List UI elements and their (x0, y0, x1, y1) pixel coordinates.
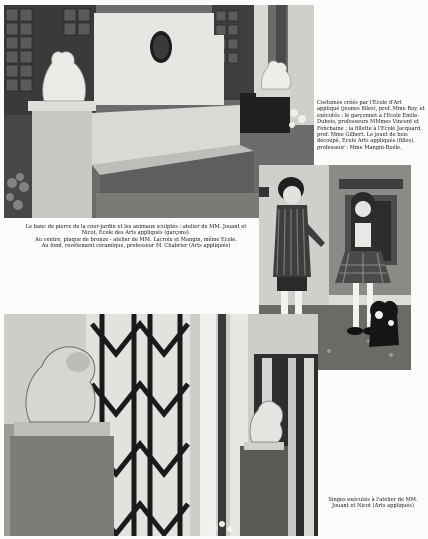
caption-bench-line-3: Au fond, revêtement céramique, professeur M. Chabrier (Arts appliqués) (41, 243, 231, 250)
caption-bench-line-2: Au centre, plaque de bronze - atelier de MM. Lacroix et Mangin, même Ecole. (35, 236, 237, 243)
caption-costumes: Costumes créés par l'Ecole d'Art appliqué (jeunes filles), prof. Mme Roy, et exécutés : le garçonnet à l'Ecole Emile-Dubois, professeurs MMmes Vincent et Fonchaine ; la fillette à l'Ecole Jacquard, prof. Mme Gilbert. Le jouet de bois découpé, Ecole Arts appliqués (filles), professeur : Mme Mangin-Boéle. (317, 100, 425, 151)
caption-bench-line-1: Le banc de pierre de la cour-jardin et les animaux sculptés : atelier de MM. Jouant et Nicot, Ecole des Arts appliqués (garçons). (25, 224, 247, 237)
monkeys-illustration (4, 314, 318, 536)
photo-monkey-sculptures (4, 314, 318, 536)
caption-monkeys: Singes exécutés à l'atelier de MM. Jouant et Nicot (Arts appliqués) (328, 497, 418, 510)
caption-bench (18, 224, 254, 250)
